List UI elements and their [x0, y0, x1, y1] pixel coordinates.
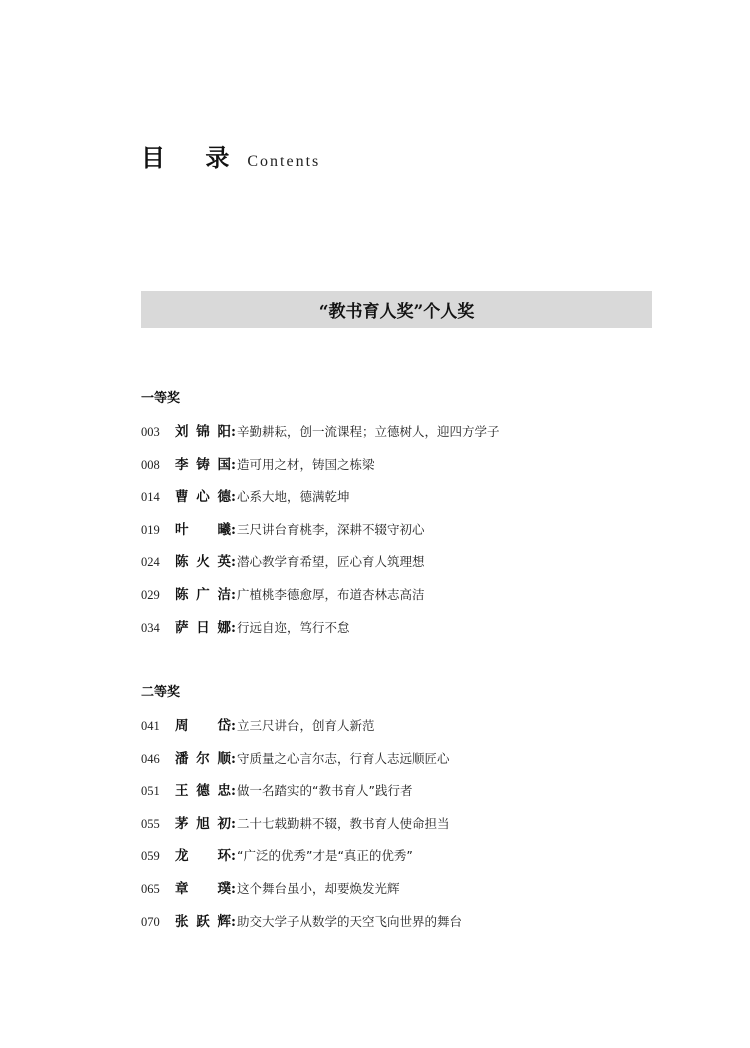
page-number: 024	[141, 555, 160, 570]
toc-entry[interactable]	[141, 716, 661, 749]
entry-name: 曹心德	[175, 489, 231, 506]
toc-entry[interactable]	[141, 585, 661, 618]
page-number: 029	[141, 587, 160, 602]
entry-colon: :	[231, 815, 236, 832]
entry-name: 李铸国	[175, 456, 231, 473]
entry-description: 二十七载勤耕不辍，教书育人使命担当	[237, 815, 450, 831]
entry-description: 潜心教学育希望，匠心育人筑理想	[237, 554, 425, 570]
entry-colon: :	[231, 489, 236, 506]
entry-name: 王德忠	[175, 783, 231, 800]
page-number: 055	[141, 816, 160, 831]
entry-colon: :	[231, 521, 236, 538]
entry-colon: :	[231, 586, 236, 603]
page-number: 046	[141, 751, 160, 766]
toc-entry[interactable]	[141, 879, 661, 912]
entry-description: 助交大学子从数学的天空飞向世界的舞台	[237, 913, 463, 929]
entry-name: 刘锦阳	[175, 424, 231, 440]
toc-title-chinese: 目 录	[141, 143, 246, 172]
entry-name: 张跃辉	[175, 913, 231, 930]
entry-description: 守质量之心言尔志，行育人志远顺匠心	[237, 750, 450, 766]
entry-colon: :	[231, 783, 236, 800]
toc-entry[interactable]	[141, 814, 661, 847]
entry-name: 陈广洁	[175, 586, 231, 603]
page-number: 019	[141, 522, 160, 537]
entry-description: 心系大地，德满乾坤	[237, 489, 350, 505]
page-number: 008	[141, 457, 160, 472]
entry-colon: :	[231, 880, 236, 897]
entry-name: 叶 曦	[175, 521, 231, 538]
award-group-first	[141, 390, 661, 650]
entry-colon: :	[231, 750, 236, 767]
award-group-second	[141, 684, 661, 944]
entry-colon: :	[231, 718, 236, 734]
entry-description: 造可用之材，铸国之栋梁	[237, 456, 375, 472]
toc-entry[interactable]	[141, 487, 661, 520]
page-number: 070	[141, 914, 160, 929]
entry-name: 龙 环	[175, 848, 231, 865]
entry-colon: :	[231, 848, 236, 865]
section-banner	[141, 291, 652, 328]
toc-title	[141, 138, 320, 173]
entry-description: 辛勤耕耘，创一流课程；立德树人，迎四方学子	[237, 424, 500, 439]
entry-name: 茅旭初	[175, 815, 231, 832]
entry-name: 潘尔顺	[175, 750, 231, 767]
toc-entry[interactable]	[141, 455, 661, 488]
entry-name: 萨日娜	[175, 619, 231, 636]
toc-title-english: Contents	[247, 153, 321, 170]
page-number: 059	[141, 849, 160, 864]
entry-description: 行远自迩，笃行不怠	[237, 619, 350, 635]
toc-entry[interactable]	[141, 552, 661, 585]
page-number: 003	[141, 425, 160, 439]
group-heading: 一等奖	[141, 391, 181, 406]
entry-description: 立三尺讲台，创育人新范	[237, 718, 375, 733]
entry-colon: :	[231, 456, 236, 473]
group-heading: 二等奖	[141, 685, 181, 700]
toc-entry[interactable]	[141, 749, 661, 782]
page-number: 014	[141, 490, 160, 505]
entry-colon: :	[231, 554, 236, 571]
entry-colon: :	[231, 913, 236, 930]
toc-entry[interactable]	[141, 846, 661, 879]
page-number: 041	[141, 719, 160, 733]
entry-description: 这个舞台虽小，却要焕发光辉	[237, 880, 400, 896]
toc-entry[interactable]	[141, 520, 661, 553]
entry-name: 周 岱	[175, 718, 231, 734]
toc-entry[interactable]	[141, 912, 661, 945]
section-title: “教书育人奖”个人奖	[318, 302, 475, 322]
toc-entry[interactable]	[141, 422, 661, 455]
page-number: 034	[141, 620, 160, 635]
page-number: 051	[141, 784, 160, 799]
entry-description: 做一名踏实的“教书育人”践行者	[237, 783, 413, 799]
entry-colon: :	[231, 424, 236, 440]
entry-description: 广植桃李德愈厚，布道杏林志高洁	[237, 586, 425, 602]
entry-description: 三尺讲台育桃李，深耕不辍守初心	[237, 521, 425, 537]
toc-entry[interactable]	[141, 781, 661, 814]
page-number: 065	[141, 881, 160, 896]
entry-description: “广泛的优秀”才是“真正的优秀”	[237, 848, 413, 864]
entry-colon: :	[231, 619, 236, 636]
toc-entry[interactable]	[141, 618, 661, 651]
entry-name: 陈火英	[175, 554, 231, 571]
entry-name: 章 璞	[175, 880, 231, 897]
